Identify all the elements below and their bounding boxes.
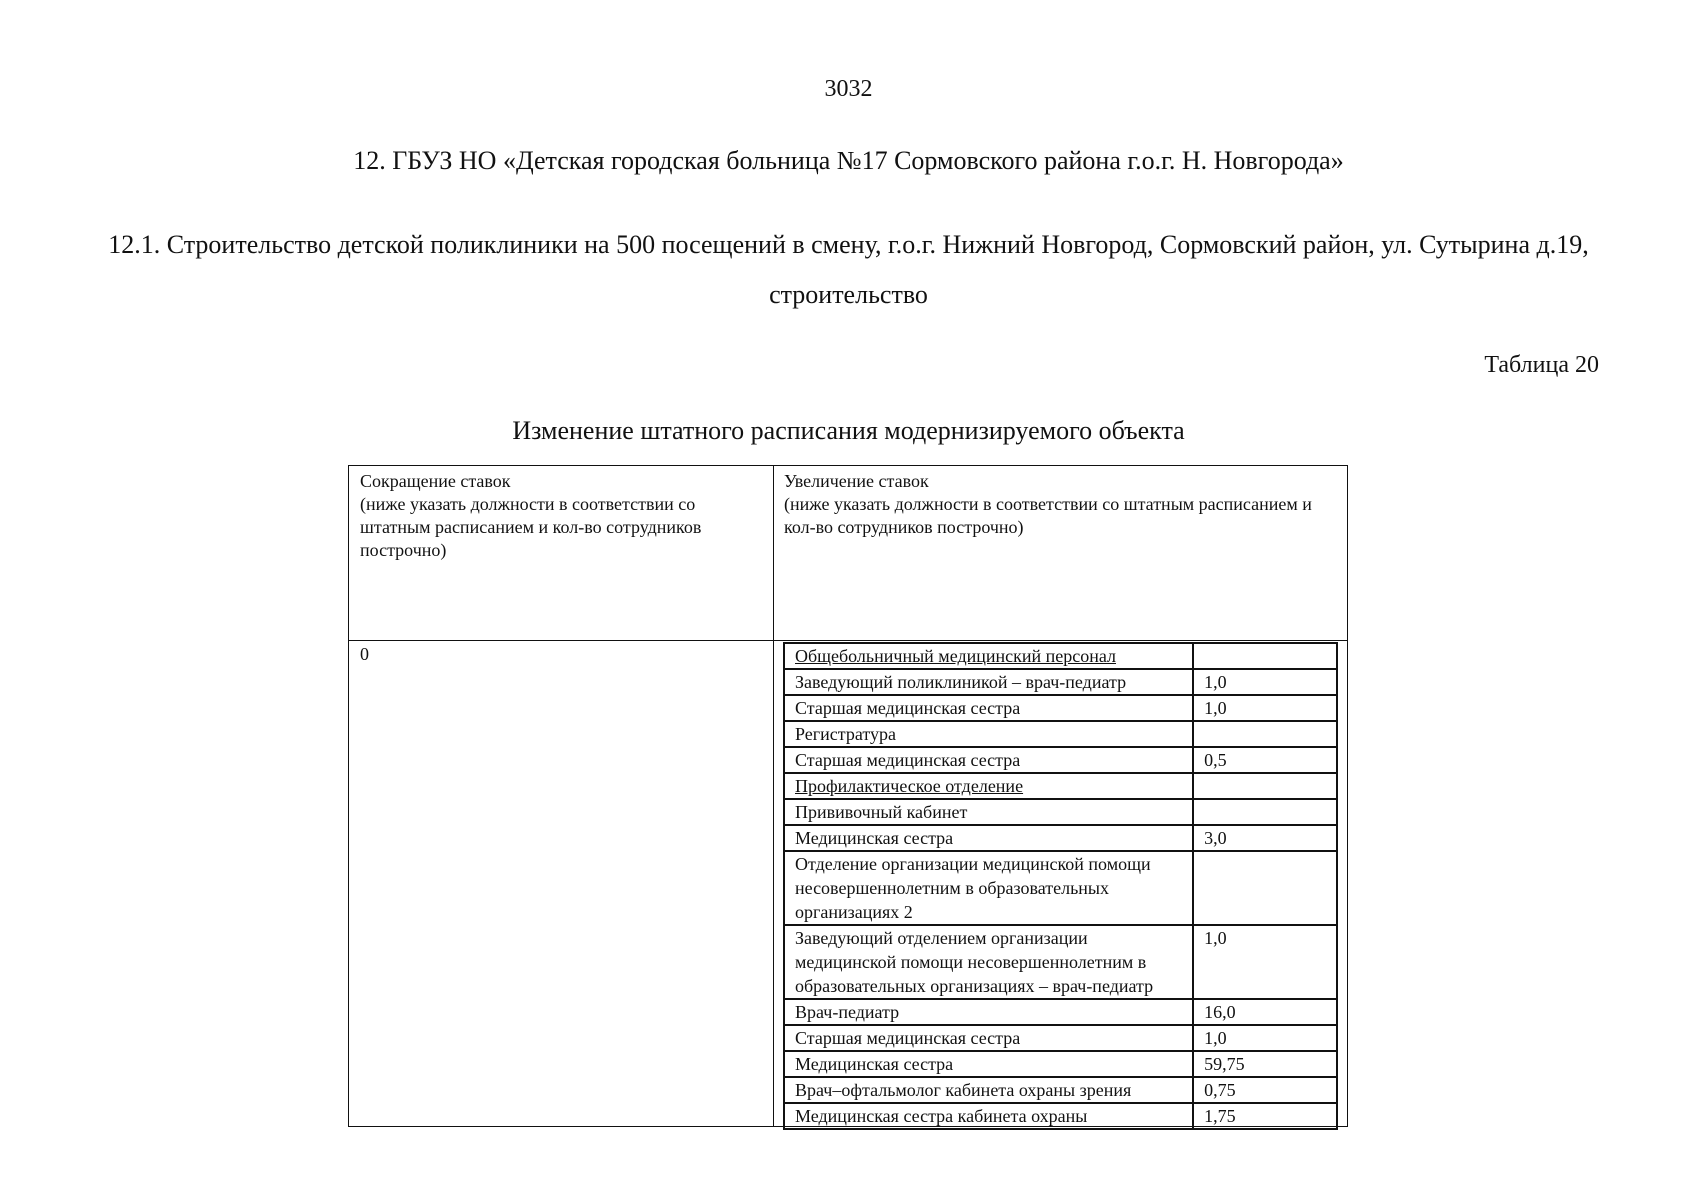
position-name: Врач–офтальмолог кабинета охраны зрения: [795, 1080, 1132, 1100]
rate-cell: [1193, 721, 1337, 747]
table-row: [784, 695, 1337, 721]
rate-cell: 1,0: [1193, 925, 1337, 999]
rate-cell: 1,75: [1193, 1103, 1337, 1129]
reduction-header: [360, 470, 765, 562]
position-cell: [784, 999, 1193, 1025]
increase-header-text: Увеличение ставок (ниже указать должности в соответствии со штатным расписанием и кол-во сотрудников построчно): [784, 471, 1312, 537]
table-row: [784, 721, 1337, 747]
position-cell: [784, 799, 1193, 825]
rate-cell: 3,0: [1193, 825, 1337, 851]
table-row: [784, 747, 1337, 773]
position-name: Заведующий поликлиникой – врач-педиатр: [795, 672, 1127, 692]
position-name: Медицинская сестра: [795, 828, 954, 848]
rate-cell: 59,75: [1193, 1051, 1337, 1077]
header-divider: [349, 640, 1347, 641]
position-name: Врач-педиатр: [795, 1002, 900, 1022]
reduction-value: 0: [360, 644, 369, 664]
position-cell: [784, 1051, 1193, 1077]
position-cell: [784, 773, 1193, 799]
position-cell: [784, 669, 1193, 695]
table-row: [784, 851, 1337, 925]
position-name: Прививочный кабинет: [795, 802, 968, 822]
table-row: [784, 799, 1337, 825]
rate-cell: [1193, 643, 1337, 669]
position-name: Медицинская сестра: [795, 1054, 954, 1074]
table-caption: Изменение штатного расписания модернизируемого объекта: [512, 416, 1185, 445]
rate-cell: 0,75: [1193, 1077, 1337, 1103]
position-name: Старшая медицинская сестра: [795, 750, 1021, 770]
rate-cell: 0,5: [1193, 747, 1337, 773]
position-name: Профилактическое отделение: [795, 776, 1024, 796]
table-row: [784, 1077, 1337, 1103]
position-name: Старшая медицинская сестра: [795, 1028, 1021, 1048]
position-name: Заведующий отделением организации медицинской помощи несовершеннолетним в образовательных организациях – врач-педиатр: [795, 928, 1154, 996]
position-cell: [784, 721, 1193, 747]
position-cell: [784, 851, 1193, 925]
increase-positions-table: [783, 642, 1338, 1130]
organization-title: 12. ГБУЗ НО «Детская городская больница №17 Сормовского района г.о.г. Н. Новгорода»: [353, 146, 1344, 175]
position-cell: [784, 643, 1193, 669]
table-row: [784, 1051, 1337, 1077]
table-number: Таблица 20: [1484, 352, 1599, 378]
page-number: 3032: [824, 76, 873, 102]
rate-cell: [1193, 851, 1337, 925]
position-cell: [784, 747, 1193, 773]
table-row: [784, 1025, 1337, 1051]
staffing-change-table: [348, 465, 1348, 1127]
table-row: [784, 999, 1337, 1025]
column-divider: [773, 466, 774, 1126]
reduction-header-text: Сокращение ставок (ниже указать должности в соответствии со штатным расписанием и кол-во сотрудников построчно): [360, 471, 702, 560]
project-title: 12.1. Строительство детской поликлиники на 500 посещений в смену, г.о.г. Нижний Новгород, Сормовский район, ул. Сутырина д.19, строительство: [108, 230, 1589, 309]
position-cell: [784, 695, 1193, 721]
table-row: [784, 925, 1337, 999]
table-row: [784, 669, 1337, 695]
position-cell: [784, 1103, 1193, 1129]
position-name: Общебольничный медицинский персонал: [795, 646, 1117, 666]
rate-cell: 1,0: [1193, 1025, 1337, 1051]
rate-cell: [1193, 799, 1337, 825]
rate-cell: 1,0: [1193, 695, 1337, 721]
position-cell: [784, 825, 1193, 851]
rate-cell: [1193, 773, 1337, 799]
table-row: [784, 1103, 1337, 1129]
rate-cell: 1,0: [1193, 669, 1337, 695]
position-cell: [784, 1025, 1193, 1051]
table-row: [784, 773, 1337, 799]
rate-cell: 16,0: [1193, 999, 1337, 1025]
table-row: [784, 643, 1337, 669]
table-row: [784, 825, 1337, 851]
position-name: Медицинская сестра кабинета охраны: [795, 1106, 1088, 1126]
position-cell: [784, 925, 1193, 999]
position-cell: [784, 1077, 1193, 1103]
increase-header: [784, 470, 1339, 539]
position-name: Регистратура: [795, 724, 896, 744]
position-name: Отделение организации медицинской помощи несовершеннолетним в образовательных организациях 2: [795, 854, 1151, 922]
position-name: Старшая медицинская сестра: [795, 698, 1021, 718]
